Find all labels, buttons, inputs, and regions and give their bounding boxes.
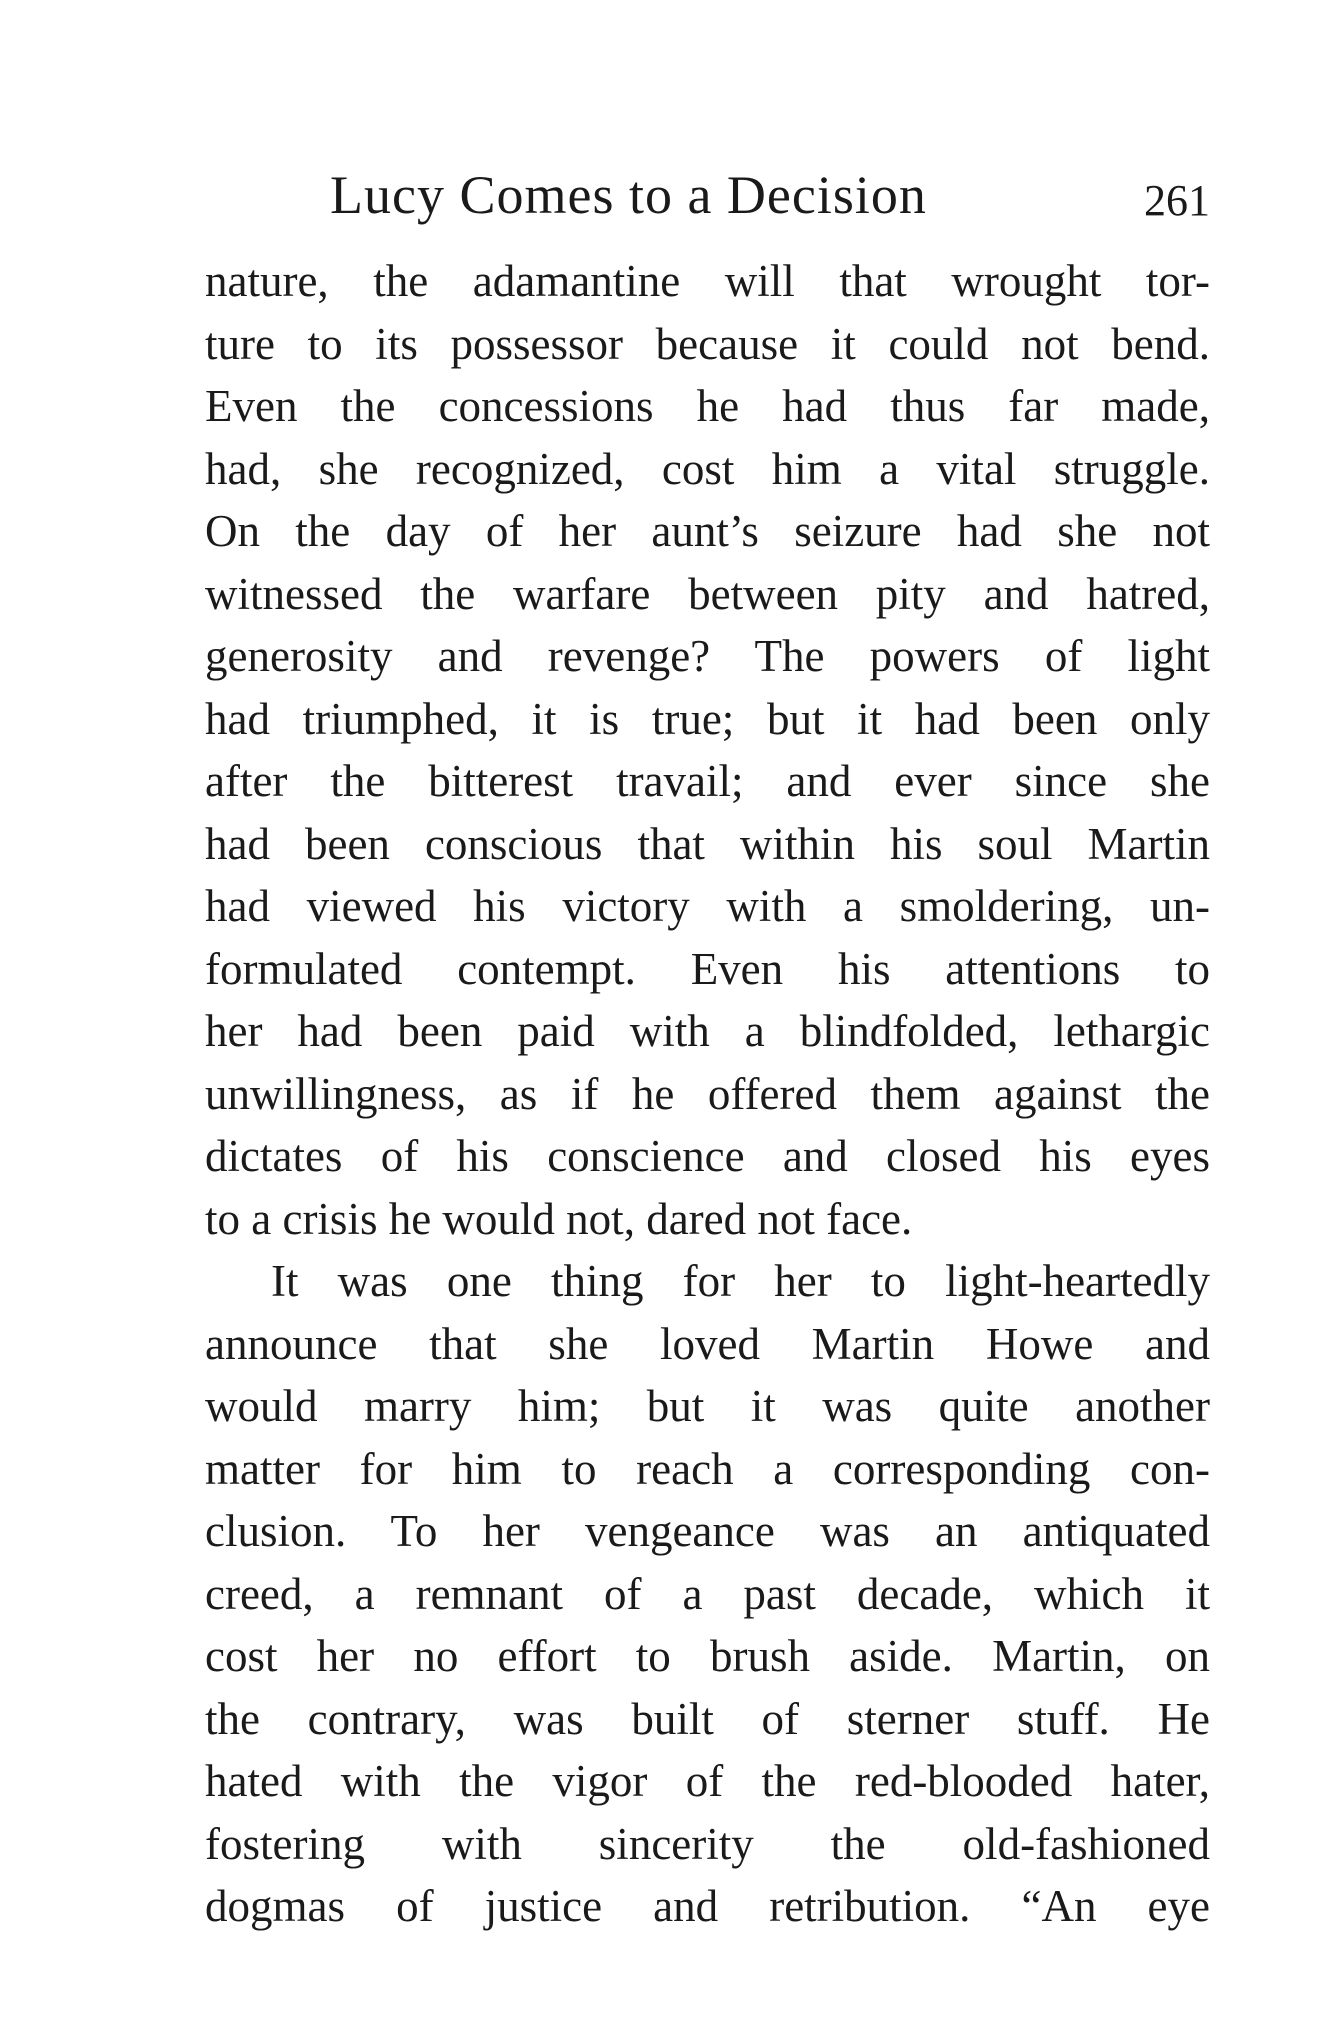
text-line: creed, a remnant of a past decade, which it [205,1568,1210,1619]
text-line: nature, the adamantine will that wrought tor- [205,256,1210,306]
text-line: matter for him to reach a corresponding con- [205,1443,1210,1494]
paragraph-1 [205,250,1210,1250]
text-line: witnessed the warfare between pity and hatred, [205,568,1210,619]
text-line: had, she recognized, cost him a vital struggle. [205,443,1210,494]
text-line: had been conscious that within his soul Martin [205,818,1210,869]
text-line: unwillingness, as if he offered them against the [205,1068,1210,1119]
body-text [205,250,1210,1938]
text-line: announce that she loved Martin Howe and [205,1318,1210,1369]
text-line: fostering with sincerity the old-fashioned [205,1818,1210,1869]
text-line: On the day of her aunt’s seizure had she not [205,506,1210,556]
text-line: ture to its possessor because it could not bend. [205,318,1210,369]
text-line: had triumphed, it is true; but it had been only [205,693,1210,744]
paragraph-2 [205,1250,1210,1938]
text-line: clusion. To her vengeance was an antiquated [205,1506,1210,1556]
text-line: would marry him; but it was quite another [205,1381,1210,1431]
text-line: cost her no effort to brush aside. Martin, on [205,1631,1210,1681]
text-line: her had been paid with a blindfolded, lethargic [205,1006,1210,1056]
text-line: hated with the vigor of the red-blooded hater, [205,1756,1210,1806]
text-line: It was one thing for her to light-heartedly [271,1256,1210,1306]
page-number: 261 [1144,176,1210,225]
running-head [330,160,1210,230]
text-line: the contrary, was built of sterner stuff. He [205,1693,1210,1744]
text-line: dictates of his conscience and closed his eyes [205,1131,1210,1181]
chapter-title: Lucy Comes to a Decision [330,165,927,225]
text-line: to a crisis he would not, dared not face. [205,1193,913,1244]
text-line: Even the concessions he had thus far made, [205,381,1210,431]
text-line: had viewed his victory with a smoldering, un- [205,881,1210,931]
text-line: after the bitterest travail; and ever since she [205,756,1210,806]
text-line: generosity and revenge? The powers of light [205,631,1210,681]
text-line: formulated contempt. Even his attentions to [205,943,1210,994]
text-line: dogmas of justice and retribution. “An eye [205,1881,1210,1931]
